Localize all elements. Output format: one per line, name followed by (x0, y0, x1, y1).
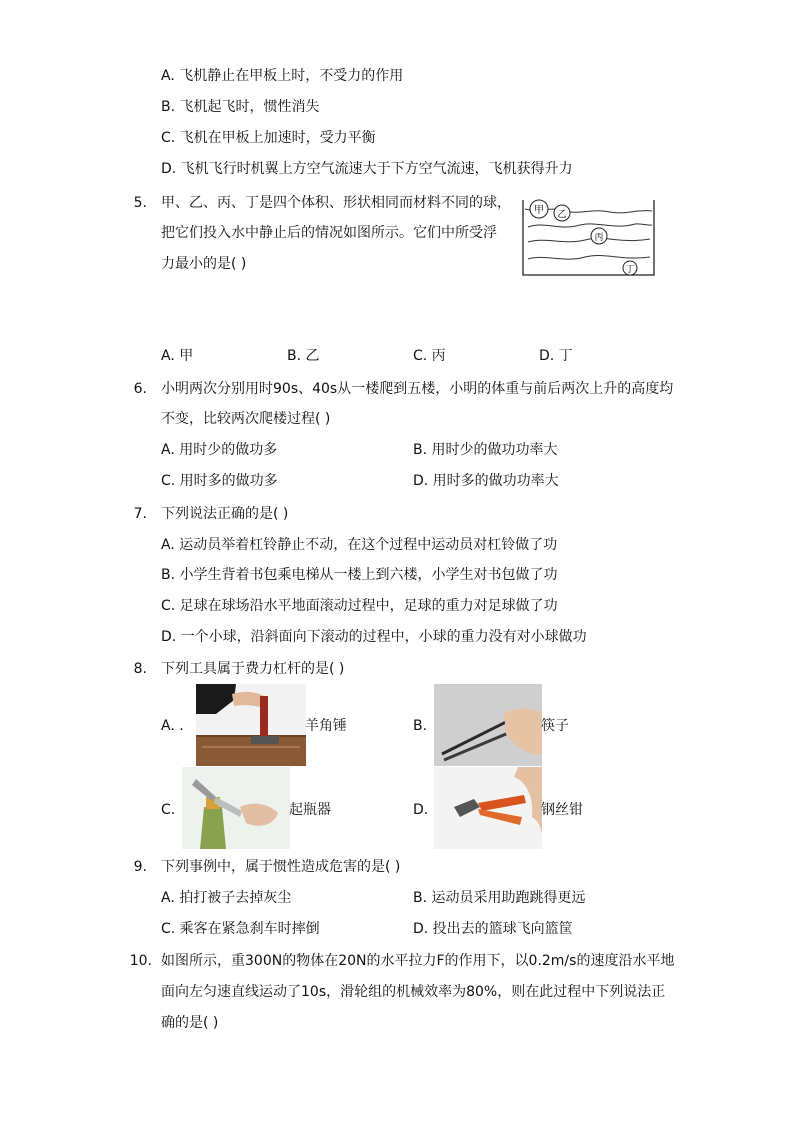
svg-text:丁: 丁 (625, 265, 635, 275)
q7-number: 7. (133, 506, 147, 522)
q7-option-d: D. 一个小球，沿斜面向下滚动的过程中，小球的重力没有对小球做功 (161, 629, 587, 645)
q7-option-a: A. 运动员举着杠铃静止不动，在这个过程中运动员对杠铃做了功 (161, 537, 558, 553)
q6-stem-line-2: 不变，比较两次爬楼过程( ) (161, 411, 331, 427)
q9-number: 9. (133, 859, 147, 875)
q6-option-c: C. 用时多的做功多 (161, 473, 278, 489)
q8-option-b-letter: B. (413, 718, 428, 734)
q8-option-c-label: 起瓶器 (289, 802, 331, 818)
q8-option-a-letter: A. . (161, 718, 184, 734)
q9-option-c: C. 乘客在紧急刹车时摔倒 (161, 921, 320, 937)
q5-option-c: C. 丙 (413, 348, 446, 364)
q6-option-b: B. 用时少的做功功率大 (413, 442, 558, 458)
q6-option-a: A. 用时少的做功多 (161, 442, 278, 458)
q6-option-d: D. 用时多的做功功率大 (413, 473, 559, 489)
q8-option-d-letter: D. (413, 802, 429, 818)
ball-ding (623, 261, 637, 275)
q5-option-a: A. 甲 (161, 348, 194, 364)
q8-option-b-label: 筷子 (541, 718, 569, 734)
q8-option-c-letter: C. (161, 802, 176, 818)
claw-hammer-photo (196, 684, 306, 766)
q10-stem-line-2: 面向左匀速直线运动了10s，滑轮组的机械效率为80%，则在此过程中下列说法正 (161, 984, 666, 1000)
q5-option-b: B. 乙 (287, 348, 320, 364)
q9-option-d: D. 投出去的篮球飞向篮筐 (413, 921, 573, 937)
q9-option-b: B. 运动员采用助跑跳得更远 (413, 890, 586, 906)
q7-option-b: B. 小学生背着书包乘电梯从一楼上到六楼，小学生对书包做了功 (161, 567, 558, 583)
q10-number: 10. (129, 953, 152, 969)
q5-number: 5. (133, 195, 147, 211)
q9-option-a: A. 拍打被子去掉灰尘 (161, 890, 292, 906)
q6-number: 6. (133, 381, 147, 397)
q6-stem-line-1: 小明两次分别用时90s、40s从一楼爬到五楼，小明的体重与前后两次上升的高度均 (161, 381, 674, 397)
ball-yi (554, 205, 570, 221)
q7-stem: 下列说法正确的是( ) (161, 506, 289, 522)
ball-jia (530, 200, 548, 218)
q5-stem-line-1: 甲、乙、丙、丁是四个体积、形状相同而材料不同的球， (161, 195, 511, 211)
q4-option-d: D. 飞机飞行时机翼上方空气流速大于下方空气流速，飞机获得升力 (161, 161, 573, 177)
q8-option-a-label: 羊角锤 (305, 718, 347, 734)
svg-text:甲: 甲 (534, 205, 544, 216)
ball-bing (591, 228, 607, 244)
q8-option-d-label: 钢丝钳 (541, 802, 583, 818)
q5-stem-line-3: 力最小的是( ) (161, 256, 247, 272)
buoyancy-figure (520, 197, 660, 279)
q4-option-b: B. 飞机起飞时，惯性消失 (161, 99, 320, 115)
q10-stem-line-3: 确的是( ) (161, 1015, 219, 1031)
q8-number: 8. (133, 661, 147, 677)
q4-option-c: C. 飞机在甲板上加速时，受力平衡 (161, 130, 376, 146)
q5-stem-line-2: 把它们投入水中静止后的情况如图所示。它们中所受浮 (161, 225, 497, 241)
svg-text:乙: 乙 (557, 210, 567, 220)
chopsticks-photo (434, 684, 542, 766)
q10-stem-line-1: 如图所示，重300N的物体在20N的水平拉力F的作用下，以0.2m/s的速度沿水平地 (161, 953, 675, 969)
pliers-photo (434, 767, 542, 849)
q8-stem: 下列工具属于费力杠杆的是( ) (161, 661, 345, 677)
q5-option-d: D. 丁 (539, 348, 573, 364)
q7-option-c: C. 足球在球场沿水平地面滚动过程中，足球的重力对足球做了功 (161, 598, 558, 614)
q9-stem: 下列事例中，属于惯性造成危害的是( ) (161, 859, 401, 875)
q4-option-a: A. 飞机静止在甲板上时，不受力的作用 (161, 68, 404, 84)
svg-text:丙: 丙 (594, 233, 604, 243)
bottle-opener-photo (182, 767, 290, 849)
